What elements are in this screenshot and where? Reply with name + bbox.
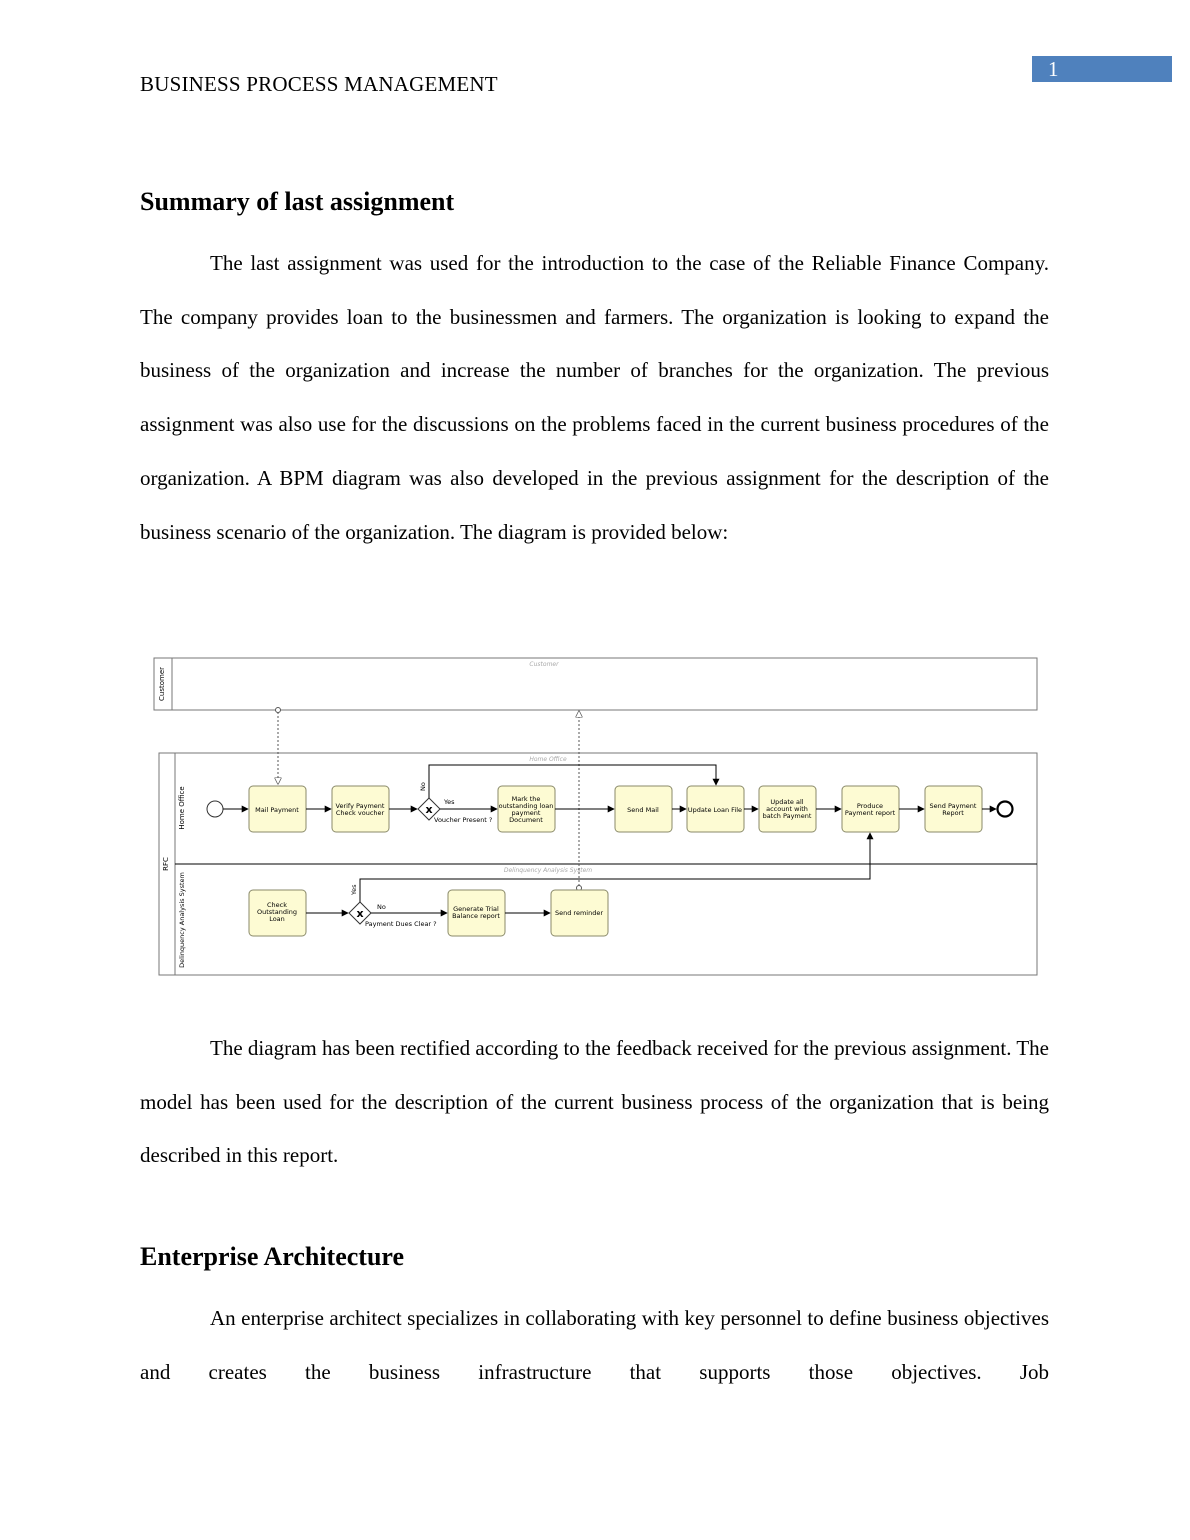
task-label: Update Loan File	[687, 806, 743, 814]
task-label: Report	[942, 809, 964, 817]
gateway-payment-yes: Yes	[350, 884, 358, 895]
task-mail-payment	[249, 786, 306, 832]
delinquency-lane-title: Delinquency Analysis System	[503, 867, 593, 874]
svg-text:x: x	[425, 803, 433, 816]
task-label: Balance report	[452, 912, 500, 920]
summary-paragraph-2: The diagram has been rectified according to the feedback received for the previous assignment. The model has been used for the description of the current business process of the organization that is being described in this report.	[140, 1036, 1049, 1168]
task-label: Produce	[856, 802, 884, 810]
task-send-reminder	[551, 890, 608, 936]
task-label: batch Payment	[762, 812, 812, 820]
task-label: Send Mail	[627, 806, 659, 814]
task-mark-outstanding	[498, 786, 555, 832]
gateway-voucher-question: Voucher Present ?	[434, 816, 493, 824]
task-label: Mark the	[511, 795, 541, 803]
summary-paragraph-1: The last assignment was used for the introduction to the case of the Reliable Finance Company. The company provides loan to the businessmen and farmers. The organization is looking to expand the business of the organization and increase the number of branches for the organization. The previous assignment was also use for the discussions on the problems faced in the current business procedures of the organization. A BPM diagram was also developed in the previous assignment for the description of the business scenario of the organization. The diagram is provided below:	[140, 251, 1049, 544]
task-label: Update all	[770, 798, 804, 806]
task-update-loan-file	[687, 786, 744, 832]
task-label: Mail Payment	[255, 806, 299, 814]
section-heading-enterprise-architecture: Enterprise Architecture	[140, 1242, 405, 1271]
start-event	[207, 801, 223, 817]
task-label: Check voucher	[335, 809, 385, 817]
task-label: Outstanding	[257, 908, 297, 916]
task-label: account with	[766, 805, 808, 813]
delinquency-lane-label: Delinquency Analysis System	[178, 872, 186, 968]
running-header: BUSINESS PROCESS MANAGEMENT	[140, 72, 498, 96]
task-label: Verify Payment	[335, 802, 385, 810]
gateway-voucher-yes: Yes	[444, 798, 455, 806]
page-number-badge: 1	[1032, 56, 1172, 82]
end-event	[998, 802, 1013, 817]
task-send-payment-report	[925, 786, 982, 832]
home-office-lane-label: Home Office	[178, 786, 186, 830]
enterprise-architecture-paragraph: An enterprise architect specializes in collaborating with key personnel to define business objectives and creates the business infrastructure that supports those objectives. Job	[140, 1306, 1049, 1384]
task-produce-payment-report	[842, 786, 899, 832]
section-heading-summary: Summary of last assignment	[140, 187, 455, 216]
task-label: payment	[511, 809, 541, 817]
bpmn-diagram	[150, 650, 1042, 980]
gateway-voucher-no: No	[419, 782, 427, 791]
customer-pool	[154, 658, 1037, 710]
task-label: Send reminder	[554, 909, 604, 917]
task-label: outstanding loan	[498, 802, 554, 810]
task-generate-trial-balance	[448, 890, 505, 936]
task-label: Check	[267, 901, 287, 909]
task-label: Document	[509, 816, 543, 824]
svg-text:x: x	[356, 907, 364, 920]
task-label: Generate Trial	[453, 905, 499, 913]
gateway-payment-question: Payment Dues Clear ?	[365, 920, 437, 928]
rfc-pool-label: RFC	[162, 857, 170, 871]
message-flow-start-dot	[276, 708, 281, 713]
home-office-lane-title: Home Office	[529, 756, 567, 763]
task-label: Loan	[269, 915, 285, 923]
task-label: Send Payment	[929, 802, 977, 810]
task-verify-payment	[332, 786, 389, 832]
task-send-mail	[615, 786, 672, 832]
task-check-outstanding-loan	[249, 890, 306, 936]
task-update-all-accounts	[759, 786, 816, 832]
customer-pool-title: Customer	[529, 661, 559, 668]
task-label: Payment report	[844, 809, 896, 817]
customer-pool-label: Customer	[158, 666, 166, 702]
gateway-payment-no: No	[377, 903, 386, 911]
